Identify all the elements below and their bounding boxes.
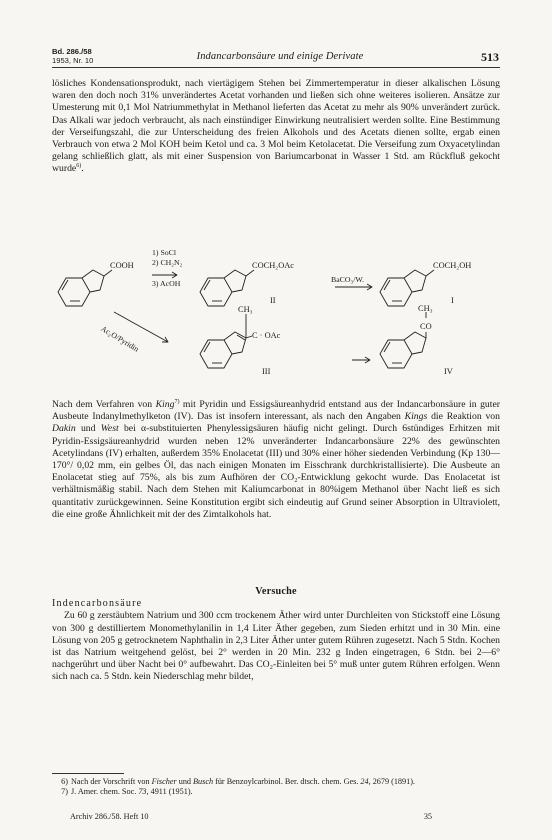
- label-enol-acetate-group: C · OAc: [252, 331, 281, 340]
- footnote-text: und: [176, 777, 194, 786]
- label-ch3-ketone: CH₃: [418, 304, 433, 313]
- paragraph-king-method: [52, 399, 500, 521]
- reagent-ac2o-pyridin: Ac₂O/Pyridin: [99, 324, 141, 354]
- label-cooh: COOH: [110, 261, 134, 270]
- compound-number-iv: IV: [444, 367, 453, 376]
- paragraph-end: .: [81, 163, 84, 175]
- footnotes: [52, 777, 500, 796]
- label-ester-group: COCH₂OAc: [252, 261, 295, 270]
- running-title: Indancarbonsäure und einige Derivate: [196, 51, 364, 62]
- experimental-section: [52, 586, 500, 684]
- label-alcohol-group: COCH₂OH: [433, 261, 472, 270]
- header-issue-info: [52, 48, 93, 65]
- author-name: Kings: [404, 411, 428, 423]
- paragraph-procedure: Zu 60 g zerstäubtem Natrium und 300 ccm trockenem Äther wird unter Durchleiten von Stickstoff eine Lösung von 300 g destilliertem Monomethylanilin in 1,4 Liter Äther gegeben, zum Sieden erhitzt und in 30 Min. eine Lösung von 205 g getrocknetem Naphthalin in 2,3 Liter Äther unter gutem Rühren zugesetzt. Nach 5 Stdn. Kochen ist das Natrium weitgehend gelöst, bei 2° werden in 20 Min. 232 g Inden eingetragen, 6 Stdn. bei 2—6° nachgerührt und über Nacht bei 0° aufbewahrt. Das CO₂-Einleiten bei 5° muß unter gutem Rühren erfolgen. Wenn sich nach ca. 5 Stdn. kein Niederschlag mehr bildet,: [52, 610, 500, 683]
- volume-number: 24: [360, 777, 369, 786]
- enol-acetate-structure: [200, 314, 252, 368]
- compound-number-iii: III: [262, 367, 271, 376]
- author-name: King: [155, 399, 175, 410]
- reaction-scheme: [52, 240, 500, 390]
- footnote-rule: [52, 773, 124, 774]
- footnote-text: J. Amer. chem. Soc.: [71, 786, 139, 796]
- footer-sheet-number: 35: [423, 812, 432, 821]
- text-segment: bei α-substituierten Phenylessigsäuren häufig nicht gelingt. Durch 6stündiges Erhitzen mit Pyridin-Essigsäureanhydrid wurden neben 12% unveränderter Indancarbonsäure 22% des gewünschten Acetylindans (IV) erhalten, außerdem 35% Enolacetat (III) und 30% einer höher siedenden Verbindung (Kp 130—170°/ 0,02 mm, ein gelbes Öl, das nach einigen Monaten im Eisschrank durchkristallisierte). Die Ausbeute an Enolacetat stieg auf 75%, als bis zum Aufhören der CO₂-Entwicklung gekocht wurde. Das Enolacetat ist verhältnismäßig stabil. Nach dem Stehen mit Kaliumcarbonat in 80%igem Methanol über Nacht ließ es sich quantitativ zurückgewinnen. Seine Konstitution ergibt sich eindeutig auf Grund seiner Absorption in Ultraviolett, die eine große Ähnlichkeit mit der des Zimtalkohols hat.: [52, 423, 500, 520]
- text-segment: und: [75, 423, 101, 435]
- text-segment: mit Pyridin und Essigsäureanhydrid entstand aus der Indancarbonsäure in guter Ausbeute Indanylmethylketon (IV). Das ist insofern interessant, als nach den Angaben: [52, 399, 500, 423]
- author-name: Dakin: [52, 423, 76, 435]
- header-rule: [52, 67, 500, 68]
- hydroxymethyl-ketone-structure: [380, 270, 434, 306]
- footnote-text: für Benzoylcarbinol. Ber. dtsch. chem. Ges.: [213, 777, 361, 786]
- header-year-issue: 1953, Nr. 10: [52, 55, 94, 65]
- text-segment: die Reaktion von: [427, 411, 500, 423]
- label-carbonyl: CO: [420, 322, 432, 331]
- author-name: Busch: [193, 777, 214, 786]
- acetoxymethyl-ketone-structure: [200, 270, 254, 306]
- text-segment: Nach dem Verfahren von: [52, 399, 156, 410]
- footnote-text: , 2679 (1891).: [368, 777, 415, 786]
- indan-carboxylic-acid-structure: [58, 270, 112, 306]
- footnote-number: 6): [61, 777, 68, 786]
- header-volume: Bd. 286./58: [52, 47, 92, 56]
- footnote-ref: 7): [174, 398, 180, 405]
- reagent-step-2: 2) CH₂N₂: [152, 258, 183, 267]
- footnote-7: [52, 787, 500, 797]
- paragraph-saponification: [52, 78, 500, 176]
- footnote-text: Nach der Vorschrift von: [71, 777, 152, 786]
- author-name: Fischer: [151, 777, 177, 786]
- subsection-heading: Indencarbonsäure: [52, 598, 143, 610]
- footnote-ref: 6): [76, 163, 82, 170]
- footnote-6: [52, 777, 500, 787]
- footnote-number: 7): [61, 786, 68, 796]
- author-name: West: [100, 423, 119, 435]
- compound-number-ii: II: [270, 296, 276, 305]
- footnote-text: , 4911 (1951).: [146, 786, 193, 796]
- footer-journal: Archiv 286./58. Heft 10: [70, 812, 149, 821]
- reagent-baco3: BaCO₃/W.: [331, 275, 364, 284]
- volume-number: 73: [138, 786, 147, 796]
- page-number: 513: [481, 50, 499, 64]
- reagent-step-3: 3) AcOH: [152, 279, 181, 288]
- reagent-step-1: 1) SoCl: [152, 248, 177, 257]
- label-ch3-enol: CH₃: [238, 305, 253, 314]
- section-heading: Versuche: [255, 586, 297, 597]
- paragraph-text: lösliches Kondensationsprodukt, nach viertägigem Stehen bei Zimmertemperatur in dieser alkalischen Lösung waren den doch noch 31% unverändertes Acetat vorhanden und ließen sich ohne weiteres isolieren. Ansätze zur Umesterung mit 0,1 Mol Natriummethylat in Methanol lieferten das Acetat zu mehr als 90% unverändert zurück. Das Alkali war jedoch verbraucht, als nach einstündiger Einwirkung neutralisiert werden sollte. Eine Bestimmung der Verseifungszahl, die zur Unterscheidung des freien Alkohols und des Acetats dienen sollte, ergab einen Verbrauch von etwa 2 Mol KOH beim Ketol und ca. 3 Mol beim Ketolacetat. Die Verseifung zum Oxyacetylindan gelang schließlich glatt, als mit einer Suspension von Bariumcarbonat in Wasser 1 Std. am Rückfluß gekocht wurde: [52, 78, 500, 175]
- indanyl-methyl-ketone-structure: [380, 312, 426, 368]
- compound-number-i: I: [451, 296, 454, 305]
